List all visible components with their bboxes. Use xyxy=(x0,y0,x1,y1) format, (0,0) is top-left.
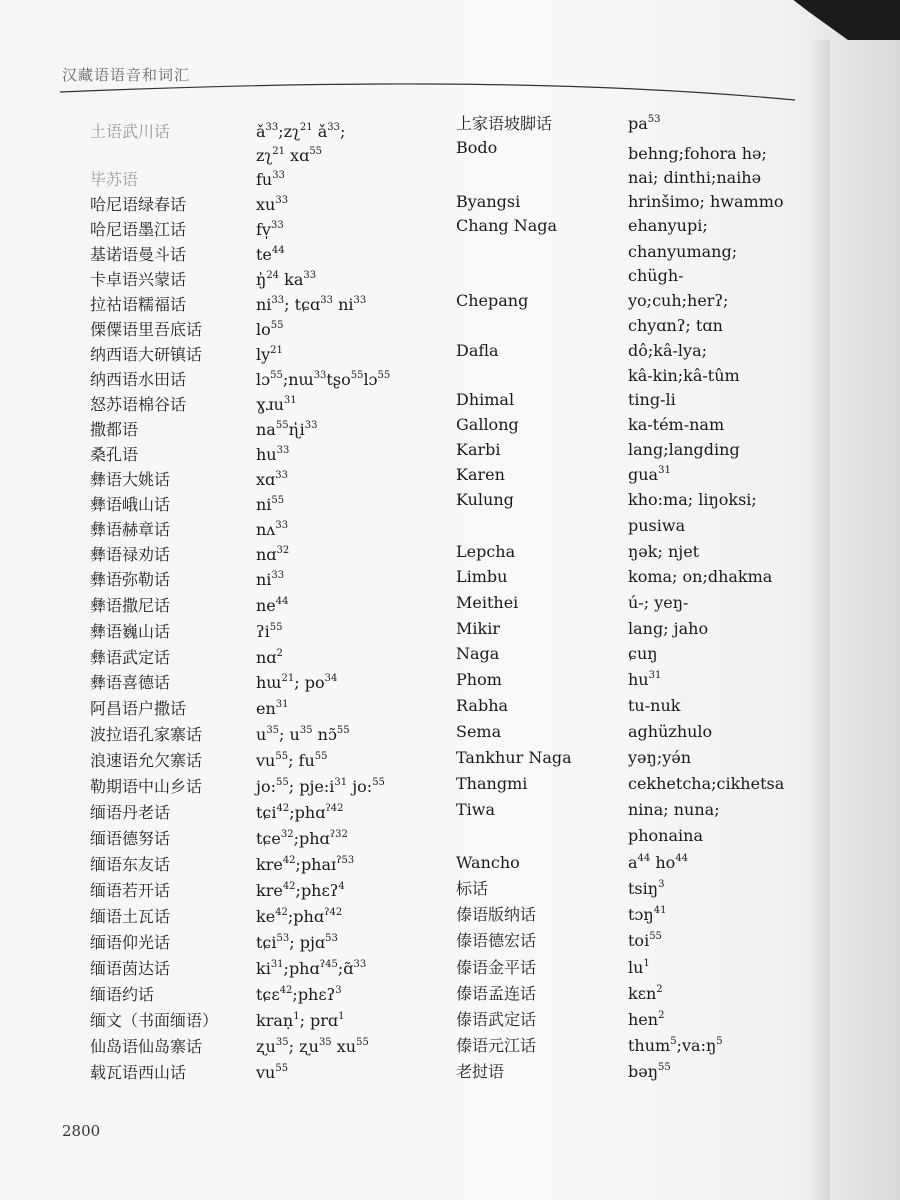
word-form: $hu^{31}$ xyxy=(628,670,662,689)
language-name: 彝语禄劝话 xyxy=(90,545,171,564)
language-name: 缅语仰光话 xyxy=(90,933,171,952)
word-form: $ki^{31};phɑ^{ʔ45};ɑ̃^{33}$ xyxy=(256,959,367,978)
word-form: ŋək; njet xyxy=(628,542,700,561)
word-form: $fu^{33}$ xyxy=(256,170,285,189)
word-form: kɛn$^2$ xyxy=(628,984,663,1003)
word-form: tɕe$^{32}$;phɑ$^{ʔ32}$ xyxy=(256,829,348,848)
page-edge xyxy=(810,40,830,1200)
language-name: 彝语巍山话 xyxy=(90,622,171,641)
word-form: xɑ$^{33}$ xyxy=(256,470,288,489)
language-name: 纳西语水田话 xyxy=(90,370,187,389)
language-name: 卡卓语兴蒙话 xyxy=(90,270,187,289)
word-form: tɕɛ$^{42}$;phɛʔ$^3$ xyxy=(256,985,342,1004)
word-form: yəŋ;yə́n xyxy=(628,748,692,767)
word-form: koma; on;dhakma xyxy=(628,567,773,586)
language-name: 彝语赫章话 xyxy=(90,520,171,539)
language-name: Karbi xyxy=(456,440,501,459)
language-name: 彝语弥勒话 xyxy=(90,570,171,589)
word-form: $ni^{55}$ xyxy=(256,495,285,514)
word-form: chügh- xyxy=(628,266,684,285)
language-name: 傣语元江话 xyxy=(456,1036,537,1055)
word-form: gua$^{31}$ xyxy=(628,465,671,484)
word-form: $en^{31}$ xyxy=(256,699,289,718)
language-name: 哈尼语绿春话 xyxy=(90,195,187,214)
language-name: Phom xyxy=(456,670,502,689)
language-name: 彝语武定话 xyxy=(90,648,171,667)
word-form: zʅ$^{21}$ xɑ$^{55}$ xyxy=(256,146,323,165)
word-form: kre$^{42}$;phaɪ$^{ʔ53}$ xyxy=(256,855,355,874)
word-form: $lu^1$ xyxy=(628,958,650,977)
language-name: Mikir xyxy=(456,619,500,638)
word-form: ʔi$^{55}$ xyxy=(256,622,283,641)
language-name: Thangmi xyxy=(456,774,528,793)
language-name: 彝语喜德话 xyxy=(90,673,171,692)
language-name: 阿昌语户撒话 xyxy=(90,699,187,718)
language-name: 缅语东友话 xyxy=(90,855,171,874)
language-name: 缅语若开话 xyxy=(90,881,171,900)
language-name: Chepang xyxy=(456,291,529,310)
word-form: cekhetcha;cikhetsa xyxy=(628,774,785,793)
language-name: Limbu xyxy=(456,567,508,586)
language-name: 缅文（书面缅语） xyxy=(90,1011,219,1030)
language-name: 纳西语大研镇话 xyxy=(90,345,203,364)
word-form: nɑ$^{32}$ xyxy=(256,545,290,564)
language-name: 缅语丹老话 xyxy=(90,803,171,822)
word-form: $a^{44}$ $ho^{44}$ xyxy=(628,853,689,872)
word-form: dô;kâ-lya; xyxy=(628,341,707,360)
word-form: tu-nuk xyxy=(628,696,681,715)
language-name: 缅语土瓦话 xyxy=(90,907,171,926)
word-form: tsiŋ$^3$ xyxy=(628,879,665,898)
language-name: 上家语坡脚话 xyxy=(456,114,553,133)
word-form: $ǎ^{33};zʅ^{21}$ $ǎ^{33}$; xyxy=(256,122,346,141)
word-form: nai; dinthi;naihə xyxy=(628,168,762,187)
language-name: 载瓦语西山话 xyxy=(90,1063,187,1082)
word-form: toi$^{55}$ xyxy=(628,931,662,950)
word-form: tɕi$^{53}$; pjɑ$^{53}$ xyxy=(256,933,338,952)
word-form: ɕuŋ xyxy=(628,644,658,663)
language-name: 缅语茵达话 xyxy=(90,959,171,978)
word-form: kraṇ$^1$; prɑ$^1$ xyxy=(256,1011,345,1030)
word-form: fv̩$^{33}$ xyxy=(256,220,284,239)
word-form: lang; jaho xyxy=(628,619,709,638)
word-form: ú-; yeŋ- xyxy=(628,593,689,612)
word-form: $ne^{44}$ xyxy=(256,596,289,615)
word-form: $ni^{33}$ xyxy=(256,570,285,589)
word-form: kâ-kin;kâ-tûm xyxy=(628,366,740,385)
language-name: 毕苏语 xyxy=(90,170,139,189)
language-name: Gallong xyxy=(456,415,519,434)
word-form: nʌ$^{33}$ xyxy=(256,520,289,539)
word-form: $u^{35}$; $u^{35}$ nɔ̃$^{55}$ xyxy=(256,725,350,744)
language-name: 缅语德努话 xyxy=(90,829,171,848)
word-form: ʐu$^{35}$; ʐu$^{35}$ $xu^{55}$ xyxy=(256,1037,369,1056)
word-form: ŋ̍$^{24}$ $ka^{33}$ xyxy=(256,270,317,289)
language-name: Dafla xyxy=(456,341,499,360)
word-form: $xu^{33}$ xyxy=(256,195,289,214)
word-form: pusiwa xyxy=(628,516,686,535)
language-name: 老挝语 xyxy=(456,1062,505,1081)
page-shadow xyxy=(770,0,900,40)
word-form: $te^{44}$ xyxy=(256,245,285,264)
language-name: Bodo xyxy=(456,138,498,157)
language-name: 傣语武定话 xyxy=(456,1010,537,1029)
word-form: ting-li xyxy=(628,390,676,409)
word-form: tɕi$^{42}$;phɑ$^{ʔ42}$ xyxy=(256,803,344,822)
language-name: 仙岛语仙岛寨话 xyxy=(90,1037,203,1056)
word-form: chyɑnʔ; tɑn xyxy=(628,316,723,335)
word-form: $vu^{55}$ xyxy=(256,1063,289,1082)
word-form: $hu^{33}$ xyxy=(256,445,290,464)
language-name: Kulung xyxy=(456,490,514,509)
header-rule xyxy=(0,0,900,120)
language-name: 怒苏语棉谷话 xyxy=(90,395,187,414)
word-form: jo:$^{55}$; $pje:i^{31}$ jo:$^{55}$ xyxy=(256,777,385,796)
language-name: Rabha xyxy=(456,696,509,715)
word-form: $thum^5;va:ŋ^5$ xyxy=(628,1036,723,1055)
word-form: lang;langding xyxy=(628,440,740,459)
language-name: Lepcha xyxy=(456,542,516,561)
language-name: Tiwa xyxy=(456,800,496,819)
word-form: nɑ$^2$ xyxy=(256,648,283,667)
language-name: 勒期语中山乡话 xyxy=(90,777,203,796)
word-form: kho:ma; liŋoksi; xyxy=(628,490,757,509)
word-form: hen$^2$ xyxy=(628,1010,665,1029)
word-form: nina; nuna; xyxy=(628,800,720,819)
language-name: Karen xyxy=(456,465,505,484)
word-form: $pa^{53}$ xyxy=(628,114,661,133)
language-name: 缅语约话 xyxy=(90,985,155,1004)
running-head: 汉藏语语音和词汇 xyxy=(62,66,191,84)
language-name: 土语武川话 xyxy=(90,122,171,141)
page-number: 2800 xyxy=(62,1122,101,1140)
language-name: Dhimal xyxy=(456,390,515,409)
word-form: chanyumang; xyxy=(628,242,738,261)
word-form: kre$^{42}$;phɛʔ$^4$ xyxy=(256,881,345,900)
word-form: $ly^{21}$ xyxy=(256,345,283,364)
language-name: Naga xyxy=(456,644,500,663)
word-form: $ni^{33}$; tɕɑ$^{33}$ $ni^{33}$ xyxy=(256,295,367,314)
word-form: hɯ$^{21}$; $po^{34}$ xyxy=(256,673,338,692)
language-name: 傣语孟连话 xyxy=(456,984,537,1003)
word-form: ɣɹu$^{31}$ xyxy=(256,395,297,414)
word-form: ehanyupi; xyxy=(628,216,708,235)
language-name: Chang Naga xyxy=(456,216,558,235)
word-form: behng;fohora hə; xyxy=(628,144,767,163)
language-name: Wancho xyxy=(456,853,520,872)
language-name: 傣语金平话 xyxy=(456,958,537,977)
language-name: 标话 xyxy=(456,879,489,898)
word-form: aghüzhulo xyxy=(628,722,713,741)
word-form: yo;cuh;herʔ; xyxy=(628,291,729,310)
language-name: 彝语撒尼话 xyxy=(90,596,171,615)
language-name: 拉祜语糯福话 xyxy=(90,295,187,314)
language-name: Meithei xyxy=(456,593,519,612)
word-form: tɔŋ$^{41}$ xyxy=(628,905,667,924)
word-form: $lo^{55}$ xyxy=(256,320,284,339)
language-name: 傈僳语里吾底话 xyxy=(90,320,203,339)
language-name: 基诺语曼斗话 xyxy=(90,245,187,264)
language-name: 傣语版纳话 xyxy=(456,905,537,924)
language-name: Sema xyxy=(456,722,502,741)
word-form: ka-tém-nam xyxy=(628,415,725,434)
language-name: 桑孔语 xyxy=(90,445,139,464)
word-form: phonaina xyxy=(628,826,703,845)
language-name: Tankhur Naga xyxy=(456,748,572,767)
language-name: 撒都语 xyxy=(90,420,139,439)
language-name: 傣语德宏话 xyxy=(456,931,537,950)
language-name: Byangsi xyxy=(456,192,521,211)
word-form: $vu^{55}$; $fu^{55}$ xyxy=(256,751,328,770)
word-form: lɔ$^{55}$;nɯ$^{33}$tʂo$^{55}$lɔ$^{55}$ xyxy=(256,370,391,389)
word-form: $na^{55}ɳ̍i^{33}$ xyxy=(256,420,318,439)
language-name: 浪速语允欠寨话 xyxy=(90,751,203,770)
language-name: 彝语峨山话 xyxy=(90,495,171,514)
word-form: $ke^{42};phɑ^{ʔ42}$ xyxy=(256,907,343,926)
language-name: 波拉语孔家寨话 xyxy=(90,725,203,744)
word-form: hrinšimo; hwammo xyxy=(628,192,784,211)
language-name: 哈尼语墨江话 xyxy=(90,220,187,239)
word-form: bəŋ$^{55}$ xyxy=(628,1062,671,1081)
language-name: 彝语大姚话 xyxy=(90,470,171,489)
